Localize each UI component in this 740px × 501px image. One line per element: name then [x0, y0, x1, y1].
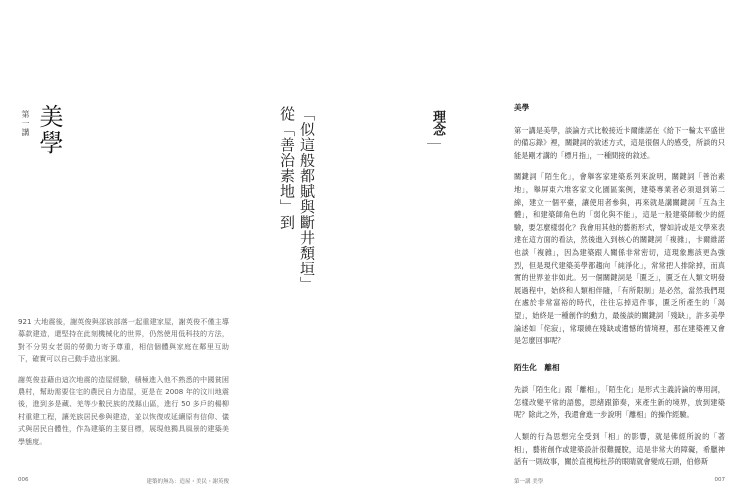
page-number: 007	[714, 477, 725, 483]
body-text	[514, 102, 725, 478]
page-number: 006	[18, 477, 29, 483]
paragraph: 先談「陌生化」跟「離相」，「陌生化」是形式主義詩論的專用詞，怎樣改變平常的語態，思緒跟節奏，來產生新的境界，放到建築呢？除此之外，我還會進一步說明「離相」的操作經驗。	[514, 385, 725, 420]
heading: 美學	[514, 103, 530, 112]
running-footer-book: 建築的無為：造屋・美民・謝英俊	[146, 479, 229, 485]
right-page	[370, 0, 740, 501]
lecture-title: 美學	[35, 104, 63, 156]
paragraph: 第一講是美學，談論方式比較接近卡爾維諾在《給下一輪太平盛世的備忘錄》裡，關鍵詞的敘述方式，這是很個人的感受，所談的只能是剛才講的「標月指」，一種間接的敘述。	[514, 125, 725, 160]
subheading: 陌生化 離相	[514, 362, 560, 372]
divider	[427, 143, 441, 144]
lecture-number: 第一講	[21, 110, 30, 137]
headline-line-2: 從「善治素地」到	[278, 106, 296, 230]
intro-text	[18, 316, 229, 456]
paragraph: 人類的行為思想完全受到「相」的影響，就是佛經所說的「著相」，藝術創作或建築設計很難擺脫，這是非常大的障礙，希臘神話有一則故事，關於直視梅杜莎的眼睛就會變成石頭，伯修斯	[514, 432, 725, 467]
paragraph: 關鍵詞「陌生化」，會舉客家建築系列來說明，關鍵詞「善治素地」，舉屏東六堆客家文化園區案例，建築專業者必須退到第二線，建立一個平臺，讓使用者參與，再來就是講關鍵詞「互為主體」，和建築師角色的「弱化與不能」，這是一般建築師較少的經驗，要怎麼樣弱化？我會用其他的藝術形式，譬如詩或是文學來表達在這方面的看法，然後進入到核心的關鍵詞「複雜」，卡爾維諾也談「複雜」，因為建築跟人關係非常密切，這現象應該更為強烈，但是現代建築美學都趨向「純淨化」，常常把人排除掉，而真實的世界並非如此。另一個關鍵詞是「匱乏」，匱乏在人類文明發展過程中，始終和人類相伴隨，「有所限制」是必然，當然我們現在處於非常富裕的時代，往往忘掉這件事，匱乏所產生的「渴望」，始終是一種創作的動力，最後談的關鍵詞「殘缺」，許多美學論述如「侘寂」，常環繞在殘缺或遺憾的情境裡，那在建築裡又會是怎麼回事呢？	[514, 172, 725, 346]
paragraph: 謝英俊並藉由這次地震的造屋經驗，積極進入他不熟悉的中國貧困農村，幫助需要住宅的農民自力造屋，更是在 2008 年的汶川地震後，進到多是藏、羌等少數民族的茂縣山區，進行 50 多戶的楊柳村重建工程，讓羌族居民參與建造，並以恢復或延續原有信仰、儀式與居民自體性，作為建築的主要目標，展現他獨具風景的建築美學態度。	[18, 374, 229, 446]
section-label: 理念	[430, 110, 445, 136]
headline-line-1: 「似這般都賦與斷井頽垣」	[298, 106, 316, 292]
running-footer-chapter: 第一講 美學	[514, 479, 544, 485]
paragraph: 921 大地震後，謝英俊與邵族部落一起重建家屋，謝英俊不僅主導募款建造，還堅持在此刻機械化的世界，仍然使用低科技的方法，對不分男女老弱的勞動力寄予尊重，相信個體與家庭在鄰里互助下，確實可以自己動手造出家園。	[18, 317, 229, 364]
